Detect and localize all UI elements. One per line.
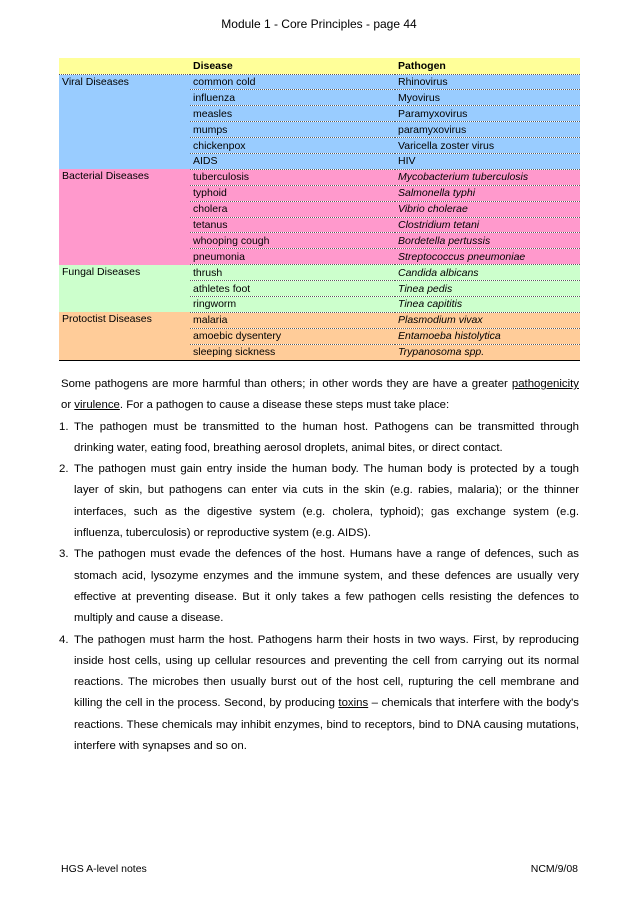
pathogen-cell: Myovirus <box>395 90 580 106</box>
table-header-row <box>59 58 580 74</box>
disease-cell: thrush <box>190 265 395 281</box>
category-cell-empty <box>59 138 190 154</box>
term-pathogenicity: pathogenicity <box>511 378 579 390</box>
pathogen-cell: Trypanosoma spp. <box>395 344 580 360</box>
category-cell-empty <box>59 344 190 360</box>
table-row <box>59 185 580 201</box>
header-blank-cell <box>59 58 190 74</box>
category-cell-empty <box>59 153 190 169</box>
category-cell-empty <box>59 233 190 249</box>
category-cell-empty <box>59 217 190 233</box>
pathogen-cell: paramyxovirus <box>395 122 580 138</box>
table-row <box>59 106 580 122</box>
footer-right: NCM/9/08 <box>530 863 578 875</box>
disease-cell: tetanus <box>190 217 395 233</box>
disease-cell: typhoid <box>190 185 395 201</box>
disease-pathogen-table <box>59 58 580 361</box>
term-toxins: toxins <box>338 697 369 710</box>
disease-cell: tuberculosis <box>190 169 395 185</box>
intro-paragraph: Some pathogens are more harmful than others; in other words they are have a greater pathogenicity or virulence. For a pathogen to cause a disease these steps must take place: <box>61 378 579 412</box>
category-cell: Protoctist Diseases <box>59 312 190 328</box>
category-cell: Viral Diseases <box>59 74 190 90</box>
category-cell-empty <box>59 281 190 297</box>
disease-cell: cholera <box>190 201 395 217</box>
table-row <box>59 153 580 169</box>
category-cell: Bacterial Diseases <box>59 169 190 185</box>
header-disease: Disease <box>190 58 395 74</box>
table-row <box>59 265 580 281</box>
category-cell-empty <box>59 328 190 344</box>
pathogen-cell: Plasmodium vivax <box>395 312 580 328</box>
disease-cell: measles <box>190 106 395 122</box>
pathogen-cell: Tinea pedis <box>395 281 580 297</box>
pathogen-cell: Mycobacterium tuberculosis <box>395 169 580 185</box>
disease-cell: AIDS <box>190 153 395 169</box>
category-cell-empty <box>59 90 190 106</box>
pathogen-cell: Rhinovirus <box>395 74 580 90</box>
table-row <box>59 138 580 154</box>
table-row <box>59 169 580 185</box>
pathogen-cell: Candida albicans <box>395 265 580 281</box>
pathogen-cell: Salmonella typhi <box>395 185 580 201</box>
table-row <box>59 296 580 312</box>
disease-cell: common cold <box>190 74 395 90</box>
table-row <box>59 90 580 106</box>
disease-cell: mumps <box>190 122 395 138</box>
disease-cell: sleeping sickness <box>190 344 395 360</box>
header-pathogen: Pathogen <box>395 58 580 74</box>
pathogen-cell: Paramyxovirus <box>395 106 580 122</box>
table-row <box>59 249 580 265</box>
table-row <box>59 281 580 297</box>
disease-cell: influenza <box>190 90 395 106</box>
table-row <box>59 122 580 138</box>
table-row <box>59 233 580 249</box>
disease-cell: malaria <box>190 312 395 328</box>
pathogen-cell: Tinea capititis <box>395 296 580 312</box>
category-cell-empty <box>59 201 190 217</box>
table-row <box>59 328 580 344</box>
disease-cell: whooping cough <box>190 233 395 249</box>
pathogen-cell: Bordetella pertussis <box>395 233 580 249</box>
category-cell-empty <box>59 296 190 312</box>
steps-list <box>61 417 579 758</box>
table-row <box>59 74 580 90</box>
list-item: 1. The pathogen must be transmitted to the human host. Pathogens can be transmitted through drinking water, eating food, breathing aerosol droplets, animal bites, or direct contact. <box>59 420 579 454</box>
term-virulence: virulence <box>74 399 120 412</box>
disease-cell: chickenpox <box>190 138 395 154</box>
disease-cell: ringworm <box>190 296 395 312</box>
list-item: 2. The pathogen must gain entry inside the human body. The human body is protected by a tough layer of skin, but pathogens can enter via cuts in the skin (e.g. rabies, malaria); or the thinner interfaces, such as the digestive system (e.g. cholera, typhoid); gas exchange system (e.g. influenza, tuberculosis) or reproductive system (e.g. AIDS). <box>59 463 579 540</box>
table-row <box>59 344 580 360</box>
page-title: Module 1 - Core Principles - page 44 <box>221 17 417 31</box>
category-cell-empty <box>59 185 190 201</box>
table-row <box>59 312 580 328</box>
pathogen-cell: Varicella zoster virus <box>395 138 580 154</box>
list-item: 4. The pathogen must harm the host. Pathogens harm their hosts in two ways. First, by reproducing inside host cells, using up cellular resources and preventing the cell from carrying out its normal reactions. The microbes then usually burst out of the host cell, rupturing the cell membrane and killing the cell in the process. Second, by producing toxins – chemicals that interfere with the body's reactions. These chemicals may inhibit enzymes, bind to receptors, bind to DNA causing mutations, interfere with synapses and so on. <box>59 633 579 753</box>
category-cell-empty <box>59 122 190 138</box>
pathogen-cell: Entamoeba histolytica <box>395 328 580 344</box>
table-row <box>59 217 580 233</box>
disease-cell: pneumonia <box>190 249 395 265</box>
category-cell-empty <box>59 249 190 265</box>
disease-cell: athletes foot <box>190 281 395 297</box>
category-cell-empty <box>59 106 190 122</box>
table-row <box>59 201 580 217</box>
list-item: 3. The pathogen must evade the defences of the host. Humans have a range of defences, such as stomach acid, lysozyme enzymes and the immune system, and these defences are usually very effective at preventing disease. But it only takes a few pathogen cells resisting the defences to multiply and cause a disease. <box>59 548 579 625</box>
category-cell: Fungal Diseases <box>59 265 190 281</box>
pathogen-cell: Streptococcus pneumoniae <box>395 249 580 265</box>
pathogen-cell: HIV <box>395 153 580 169</box>
disease-cell: amoebic dysentery <box>190 328 395 344</box>
footer-left: HGS A-level notes <box>61 863 147 875</box>
pathogen-cell: Vibrio cholerae <box>395 201 580 217</box>
pathogen-cell: Clostridium tetani <box>395 217 580 233</box>
body-text <box>61 374 579 757</box>
